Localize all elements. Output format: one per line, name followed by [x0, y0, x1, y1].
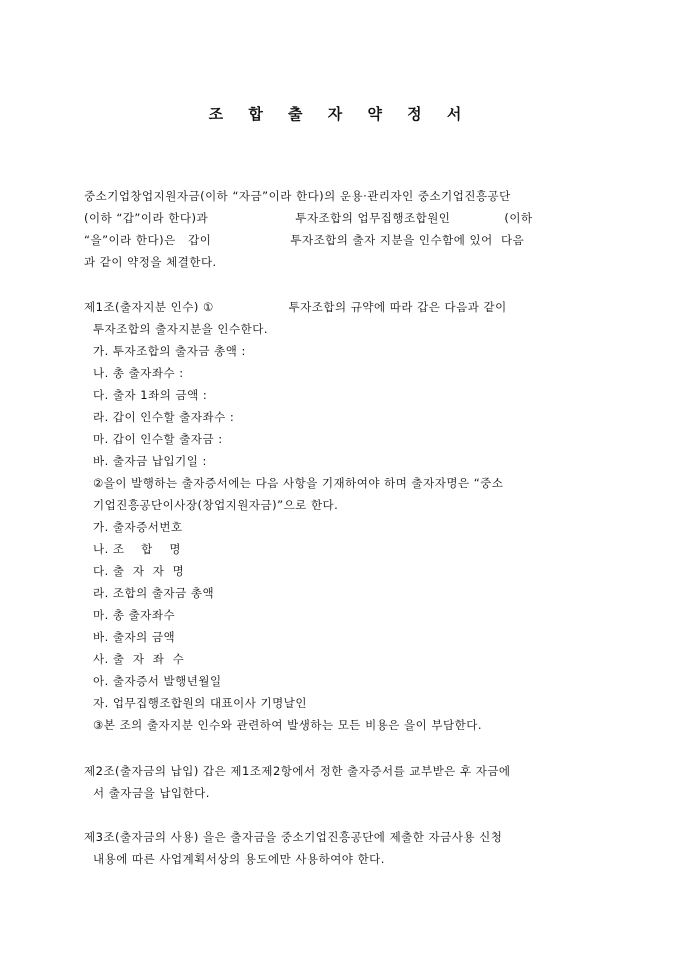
preamble-line: (이하 “갑”이라 한다)과 투자조합의 업무집행조합원인 (이하 — [84, 211, 533, 225]
list-item: 다. 출 자 자 명 — [93, 564, 185, 578]
preamble-line: 과 같이 약정을 체결한다. — [84, 255, 217, 269]
article2-continuation: 서 출자금을 납입한다. — [93, 786, 210, 800]
list-item: 라. 조합의 출자금 총액 — [93, 586, 215, 600]
list-item: 바. 출자금 납입기일 : — [93, 454, 207, 468]
list-item: 나. 조 합 명 — [93, 542, 181, 556]
list-item: 아. 출자증서 발행년월일 — [93, 674, 222, 688]
article3-continuation: 내용에 따른 사업계획서상의 용도에만 사용하여야 한다. — [93, 852, 385, 866]
list-item: 마. 갑이 인수할 출자금 : — [93, 432, 223, 446]
article1-paragraph2-cont: 기업진흥공단이사장(창업지원자금)”으로 한다. — [93, 498, 339, 512]
list-item: 사. 출 자 좌 수 — [93, 652, 185, 666]
list-item: 나. 총 출자좌수 : — [93, 366, 184, 380]
preamble-line: “을”이라 한다)은 갑이 투자조합의 출자 지분을 인수함에 있어 다음 — [84, 233, 525, 247]
document-title: 조 합 출 자 약 정 서 — [208, 105, 472, 123]
list-item: 바. 출자의 금액 — [93, 630, 176, 644]
article1-paragraph2: ②을이 발행하는 출자증서에는 다음 사항을 기재하여야 하며 출자자명은 “중소 — [93, 476, 504, 490]
list-item: 가. 출자증서번호 — [93, 520, 183, 534]
list-item: 마. 총 출자좌수 — [93, 608, 176, 622]
list-item: 자. 업무집행조합원의 대표이사 기명날인 — [93, 696, 307, 710]
list-item: 다. 출자 1좌의 금액 : — [93, 388, 208, 402]
preamble-line: 중소기업창업지원자금(이하 “자금”이라 한다)의 운용·관리자인 중소기업진흥공단 — [84, 189, 511, 203]
article1-paragraph3: ③본 조의 출자지분 인수와 관련하여 발생하는 모든 비용은 을이 부담한다. — [93, 718, 483, 732]
article1-heading: 제1조(출자지분 인수) ① 투자조합의 규약에 따라 갑은 다음과 같이 — [84, 300, 507, 314]
article1-continuation: 투자조합의 출자지분을 인수한다. — [93, 322, 268, 336]
list-item: 가. 투자조합의 출자금 총액 : — [93, 344, 246, 358]
article3-heading: 제3조(출자금의 사용) 을은 출자금을 중소기업진흥공단에 제출한 자금사용 신청 — [84, 830, 503, 844]
list-item: 라. 갑이 인수할 출자좌수 : — [93, 410, 235, 424]
article2-heading: 제2조(출자금의 납입) 갑은 제1조제2항에서 정한 출자증서를 교부받은 후 자금에 — [84, 764, 511, 778]
